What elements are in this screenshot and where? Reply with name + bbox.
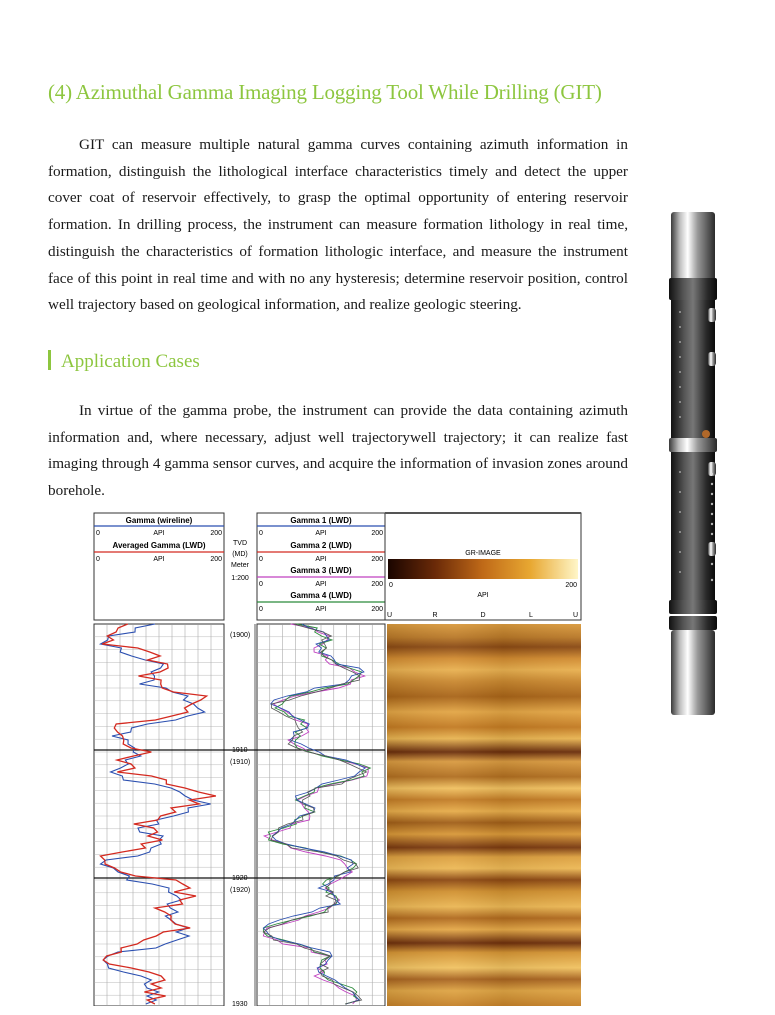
- svg-text:1:200: 1:200: [231, 575, 249, 582]
- svg-text:Gamma 1 (LWD): Gamma 1 (LWD): [290, 516, 352, 525]
- track1-curve2-max: 200: [210, 556, 222, 563]
- svg-text:Gamma 3 (LWD): Gamma 3 (LWD): [290, 566, 352, 575]
- section-heading: [48, 350, 200, 373]
- svg-text:U: U: [387, 612, 393, 619]
- depth-bottom-label: 1930: [232, 1001, 248, 1006]
- track2-header: [257, 513, 385, 620]
- depth-label-1910-tvd: (1910): [230, 759, 251, 766]
- svg-text:200: 200: [371, 556, 383, 563]
- depth-label-1910: 1910: [232, 747, 248, 754]
- track1-curve1-min: 0: [96, 530, 100, 537]
- intro-paragraph: GIT can measure multiple natural gamma curves containing azimuth information in formation, distinguish the lithological interface characteristics timely and detect the upper cover coat of reservoir effectively, to grasp the optimal opportunity of entering reservoir formation. In drilling process, the instrument can measure formation lithology in real time, distinguish the characteristics of formation lithologic interface, and measure the instrument face of this point in real time and with no any hysteresis; determine reservoir position, control well trajectory based on geological information, and realize geologic steering.: [48, 136, 628, 314]
- svg-text:Meter: Meter: [231, 562, 249, 569]
- depth-label-1920: 1920: [232, 875, 248, 882]
- svg-text:API: API: [315, 581, 327, 588]
- svg-text:(MD): (MD): [232, 551, 248, 558]
- svg-text:200: 200: [565, 582, 577, 589]
- gr-image-track: [387, 624, 581, 1006]
- track1-grid: [94, 624, 224, 1006]
- section-title: Application Cases: [61, 351, 200, 372]
- image-color-scale: [388, 559, 578, 579]
- page-heading: (4) Azimuthal Gamma Imaging Logging Tool While Drilling (GIT): [48, 80, 602, 104]
- section-bar: [48, 350, 51, 370]
- image-track-title: GR-IMAGE: [465, 550, 501, 557]
- svg-text:0: 0: [259, 606, 263, 613]
- svg-text:Gamma 2 (LWD): Gamma 2 (LWD): [290, 541, 352, 550]
- track1-curve2-name: Averaged Gamma (LWD): [112, 541, 206, 550]
- svg-text:0: 0: [259, 581, 263, 588]
- svg-text:L: L: [529, 612, 533, 619]
- git-tool-photo: [668, 212, 718, 715]
- svg-text:0: 0: [389, 582, 393, 589]
- image-header: [385, 513, 581, 620]
- svg-text:0: 0: [259, 530, 263, 537]
- svg-text:D: D: [480, 612, 486, 619]
- svg-text:U: U: [572, 612, 578, 619]
- track1-curve1-max: 200: [210, 530, 222, 537]
- track1-curve2-min: 0: [96, 556, 100, 563]
- svg-text:Gamma 4 (LWD): Gamma 4 (LWD): [290, 591, 352, 600]
- svg-text:200: 200: [371, 606, 383, 613]
- tool-top-collar: [671, 212, 715, 282]
- svg-text:API: API: [477, 592, 489, 599]
- svg-text:200: 200: [371, 581, 383, 588]
- svg-text:API: API: [315, 556, 327, 563]
- gamma-log-chart: [93, 512, 583, 1006]
- depth-label-1920-tvd: (1920): [230, 887, 251, 894]
- track1-curve1-name: Gamma (wireline): [125, 516, 193, 525]
- svg-text:R: R: [432, 612, 438, 619]
- tool-bottom-collar: [671, 630, 715, 715]
- svg-text:API: API: [315, 606, 327, 613]
- svg-text:TVD: TVD: [233, 540, 247, 547]
- depth-header: [231, 540, 250, 582]
- svg-text:0: 0: [259, 556, 263, 563]
- depth-track: [224, 624, 257, 1006]
- track2-grid: [257, 624, 385, 1006]
- track1-curve1-unit: API: [153, 530, 165, 537]
- track1-header: [94, 513, 224, 620]
- svg-text:200: 200: [371, 530, 383, 537]
- track1-curve2-unit: API: [153, 556, 165, 563]
- application-paragraph: In virtue of the gamma probe, the instrument can provide the data containing azimuth information and, where necessary, adjust well trajectorywell trajectory; it can realize fast imaging through 4 gamma sensor curves, and acquire the information of invasion zones around borehole.: [48, 402, 628, 500]
- depth-top-label: (1900): [230, 632, 251, 639]
- svg-text:API: API: [315, 530, 327, 537]
